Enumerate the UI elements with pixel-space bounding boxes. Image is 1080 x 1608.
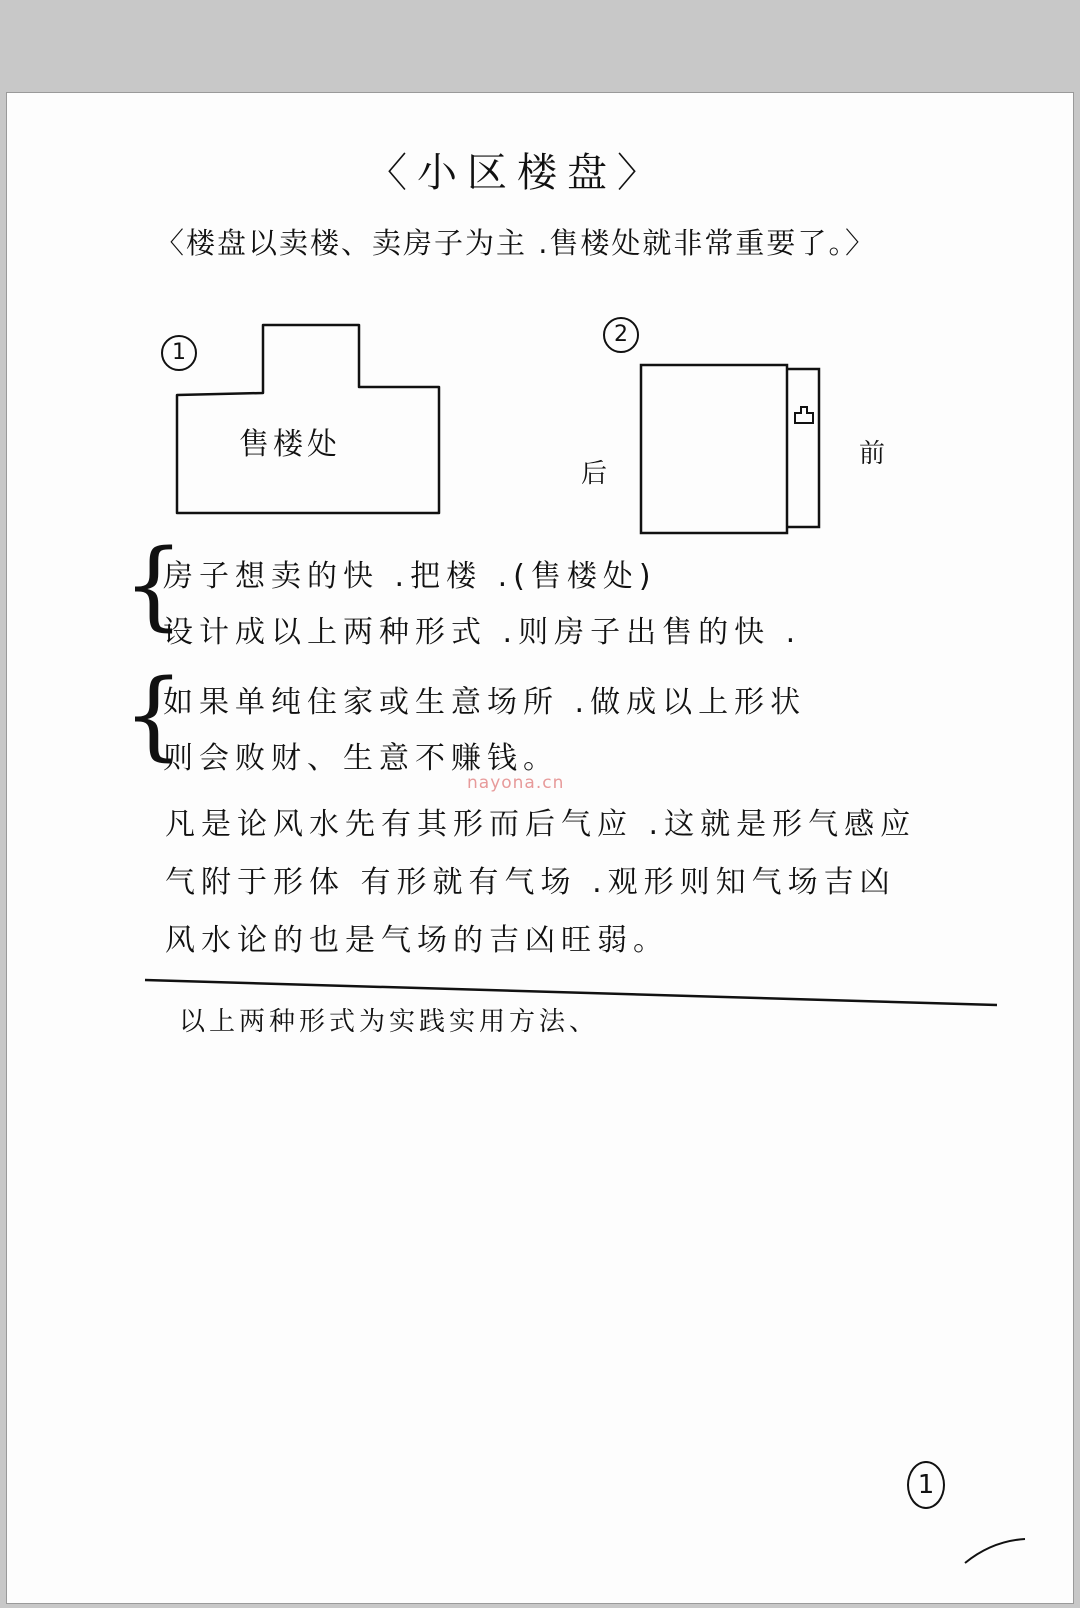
page-number: 1 [907, 1461, 945, 1509]
watermark: nayona.cn [467, 773, 565, 793]
diagram2-front-label: 前 [859, 439, 890, 469]
diagram2-convex-mark [795, 407, 813, 423]
group2-brace: { [123, 659, 185, 771]
group1-brace: { [123, 529, 185, 641]
sketch-diagrams [7, 93, 1075, 1605]
diagram2-building-outline [641, 365, 787, 533]
page-title: 〈小区楼盘〉 [367, 150, 667, 196]
diagram2-back-label: 后 [581, 459, 612, 489]
group1-line-2: 设计成以上两种形式 .则房子出售的快 . [163, 615, 802, 650]
paragraph-line-1: 凡是论风水先有其形而后气应 .这就是形气感应 [165, 807, 917, 842]
scanned-page [6, 92, 1074, 1604]
page-subtitle: 〈楼盘以卖楼、卖房子为主 .售楼处就非常重要了。〉 [155, 226, 876, 260]
group2-line-2: 则会败财、生意不赚钱。 [163, 741, 559, 776]
paragraph-line-2: 气附于形体 有形就有气场 .观形则知气场吉凶 [165, 865, 896, 900]
footer-note: 以上两种形式为实践实用方法、 [179, 1007, 600, 1037]
diagram2-number: 2 [603, 317, 639, 353]
paragraph-line-3: 风水论的也是气场的吉凶旺弱。 [165, 923, 669, 958]
corner-stroke [965, 1539, 1025, 1563]
diagram2-side-strip [787, 369, 819, 527]
group1-line-1: 房子想卖的快 .把楼 .(售楼处) [163, 559, 657, 594]
diagram1-label: 售楼处 [239, 427, 341, 462]
group2-line-1: 如果单纯住家或生意场所 .做成以上形状 [163, 685, 807, 720]
diagram1-number: 1 [161, 335, 197, 371]
